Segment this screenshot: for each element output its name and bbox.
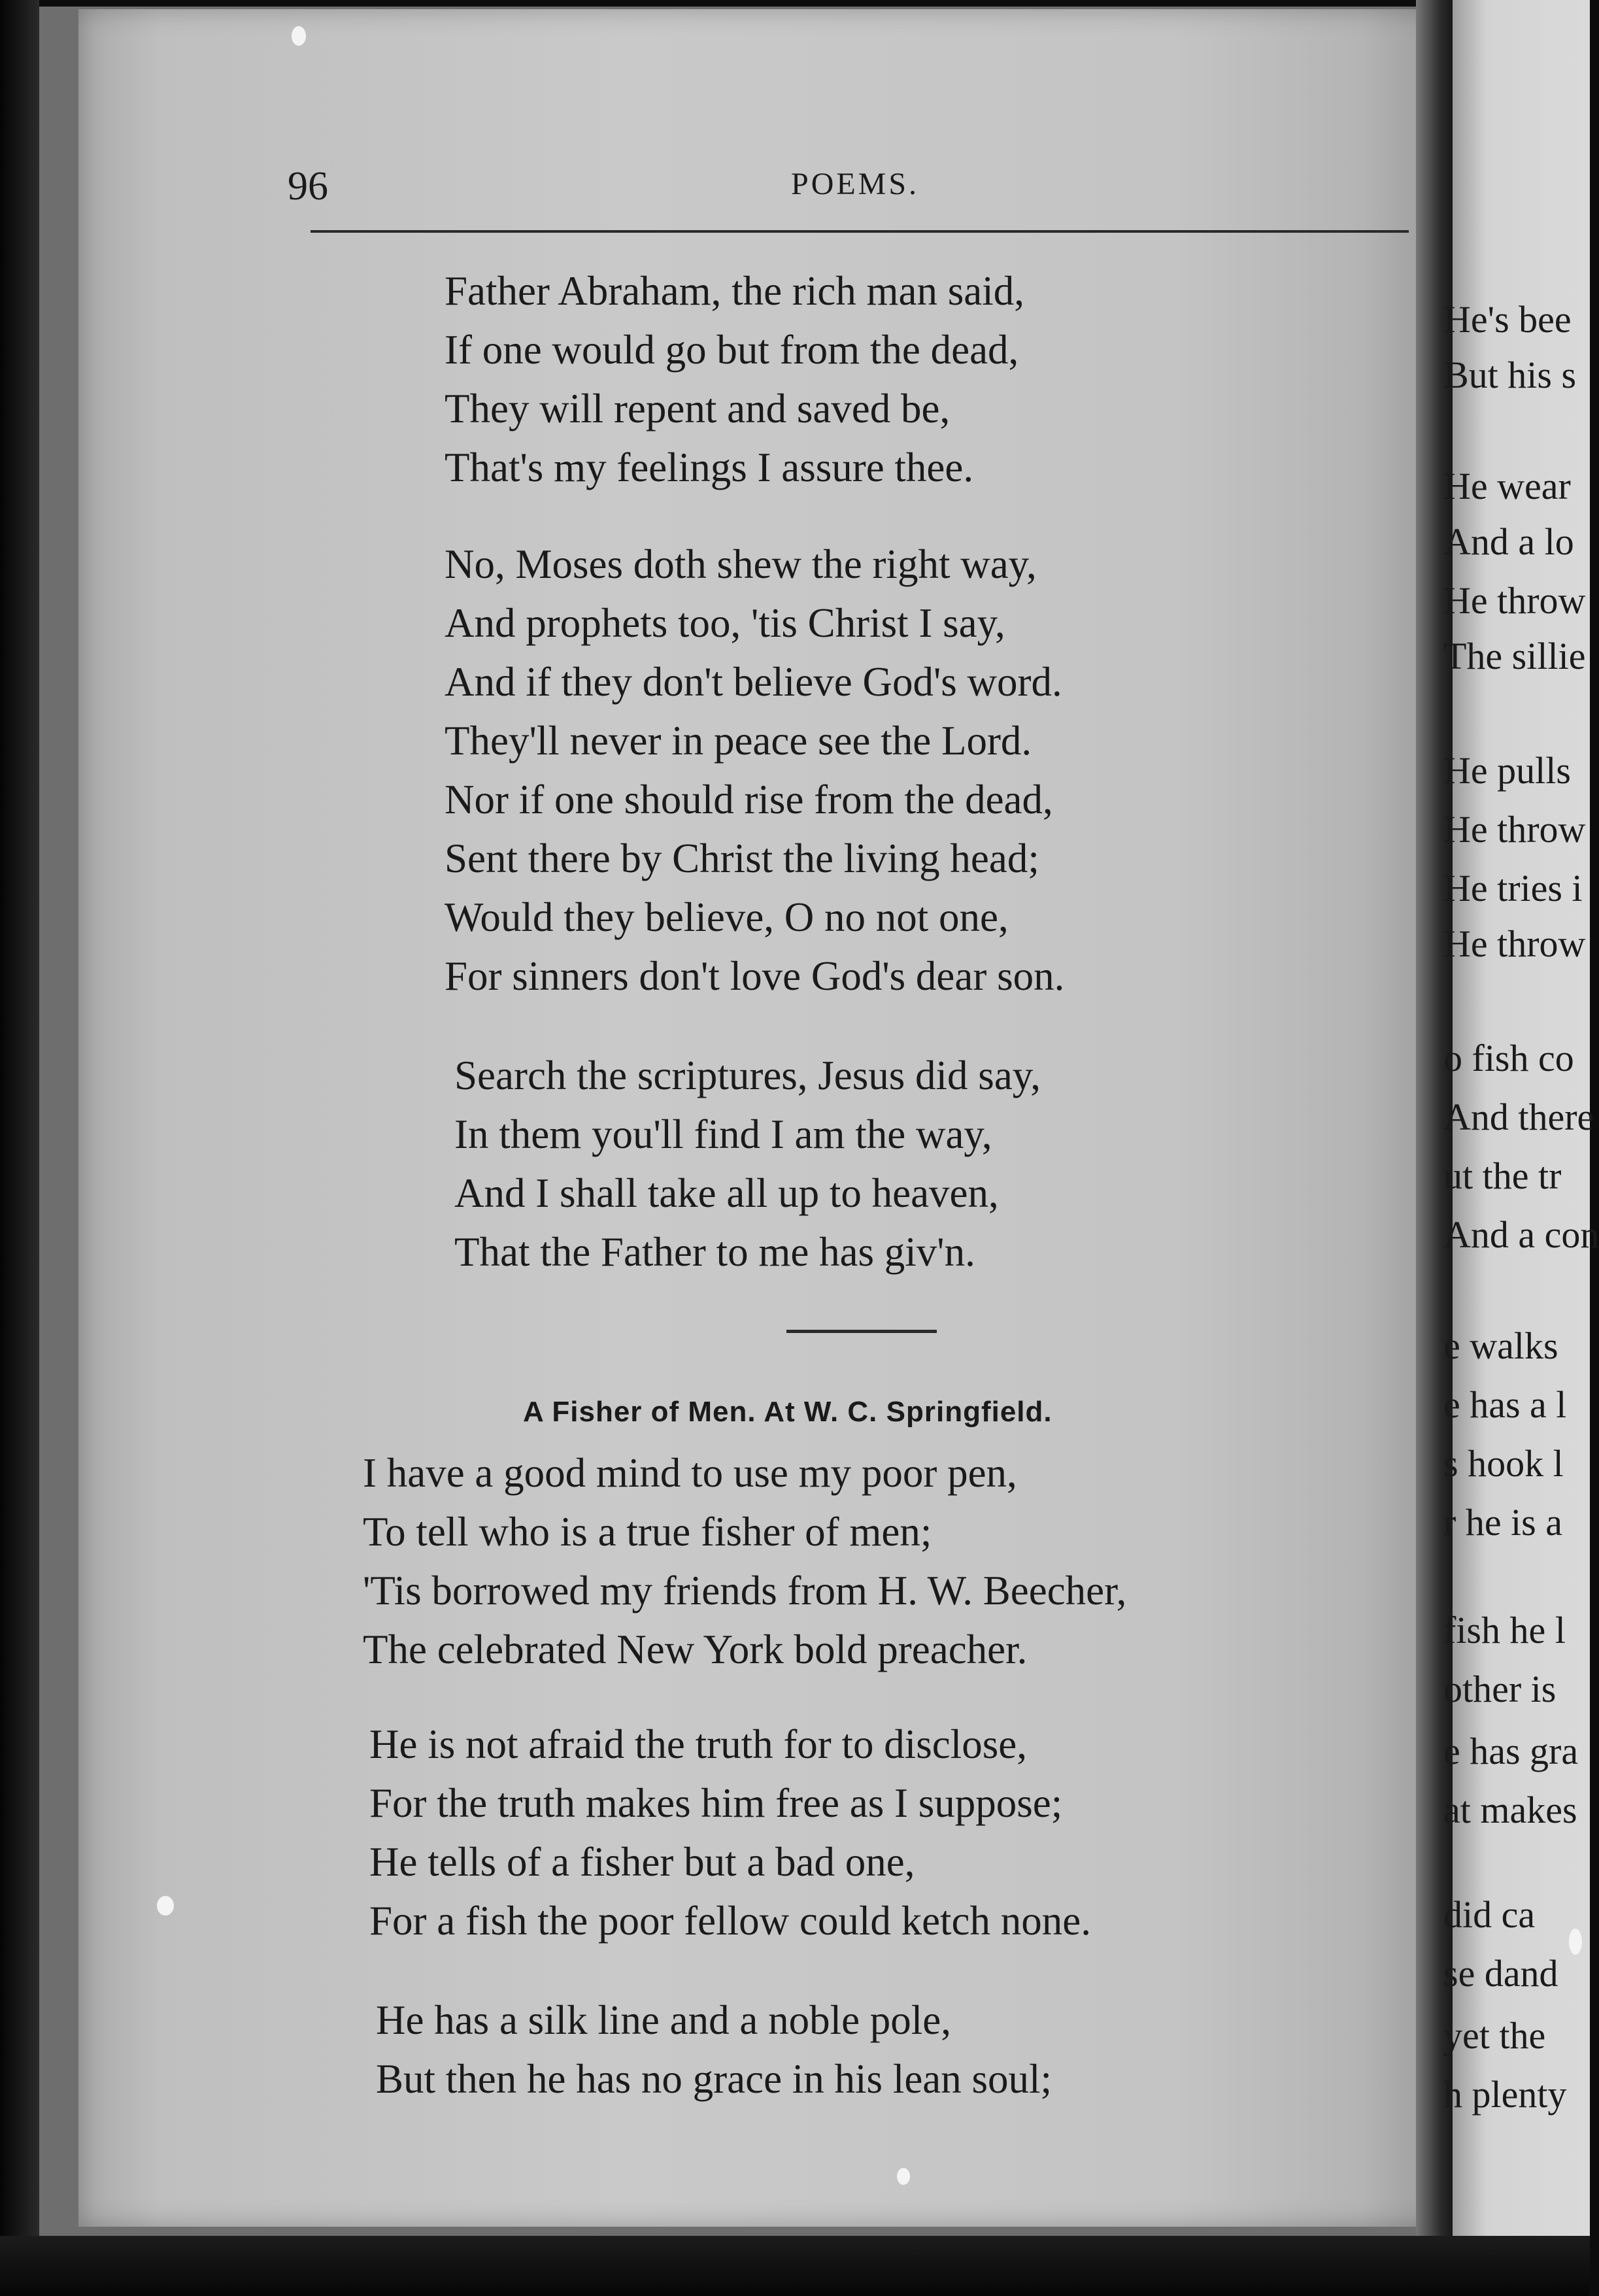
facing-line: e has gra xyxy=(1443,1730,1579,1772)
facing-line: at makes xyxy=(1443,1789,1577,1831)
poem-line: Would they believe, O no not one, xyxy=(445,894,1009,940)
facing-page xyxy=(1443,0,1599,2269)
facing-line: e walks xyxy=(1443,1325,1558,1367)
scan-speck xyxy=(157,1896,174,1916)
header-rule xyxy=(311,230,1409,233)
stanza xyxy=(376,1991,1052,2108)
facing-line: o fish co xyxy=(1443,1037,1574,1079)
facing-line: h plenty xyxy=(1443,2073,1567,2116)
poem-line: That the Father to me has giv'n. xyxy=(454,1229,975,1275)
running-head: POEMS. xyxy=(791,167,920,201)
facing-line: s hook l xyxy=(1443,1442,1564,1485)
poem-line: I have a good mind to use my poor pen, xyxy=(363,1450,1017,1496)
poem-line: And prophets too, 'tis Christ I say, xyxy=(445,600,1005,646)
poem-line: To tell who is a true fisher of men; xyxy=(363,1509,932,1555)
poem-line: Nor if one should rise from the dead, xyxy=(445,777,1053,822)
poem-line: And I shall take all up to heaven, xyxy=(454,1170,999,1216)
poem-line: For a fish the poor fellow could ketch none. xyxy=(369,1898,1091,1944)
facing-line: And a lo xyxy=(1443,520,1574,563)
scan-speck xyxy=(292,26,306,46)
poem-line: He is not afraid the truth for to disclose, xyxy=(369,1721,1028,1767)
section-divider xyxy=(786,1330,937,1333)
facing-line: se dand xyxy=(1443,1952,1558,1995)
stanza xyxy=(445,262,1024,497)
poem-line: Sent there by Christ the living head; xyxy=(445,836,1039,881)
scan-bottom-border xyxy=(0,2236,1590,2296)
poem-line: If one would go but from the dead, xyxy=(445,327,1019,373)
poem-line: That's my feelings I assure thee. xyxy=(445,445,974,490)
facing-line: He tries i xyxy=(1443,867,1583,909)
poem-line: No, Moses doth shew the right way, xyxy=(445,541,1037,587)
poem-line: Search the scriptures, Jesus did say, xyxy=(454,1053,1041,1098)
poem-line: They'll never in peace see the Lord. xyxy=(445,718,1032,764)
facing-line: ut the tr xyxy=(1443,1155,1562,1197)
facing-line: did ca xyxy=(1443,1893,1536,1936)
facing-line: He pulls xyxy=(1443,749,1571,792)
facing-line: fish he l xyxy=(1443,1609,1566,1651)
stanza xyxy=(369,1715,1091,1950)
scan-left-border xyxy=(0,0,39,2296)
facing-line: And a con xyxy=(1443,1213,1599,1256)
poem-line: The celebrated New York bold preacher. xyxy=(363,1627,1028,1672)
facing-line: But his s xyxy=(1443,354,1577,396)
poem-line: 'Tis borrowed my friends from H. W. Beecher, xyxy=(363,1568,1127,1613)
poem-line: He tells of a fisher but a bad one, xyxy=(369,1839,915,1885)
facing-line: And there xyxy=(1443,1096,1594,1138)
poem-line: For the truth makes him free as I suppose; xyxy=(369,1780,1063,1826)
poem-line: Father Abraham, the rich man said, xyxy=(445,268,1024,314)
facing-line: He throw xyxy=(1443,922,1586,965)
scan-speck xyxy=(897,2168,910,2185)
stanza xyxy=(454,1046,1041,1281)
poem-title: A Fisher of Men. At W. C. Springfield. xyxy=(523,1396,1052,1428)
facing-line: r he is a xyxy=(1443,1501,1562,1544)
facing-line: He wear xyxy=(1443,465,1571,507)
facing-line: e has a l xyxy=(1443,1383,1567,1426)
stanza xyxy=(363,1443,1126,1679)
stanza xyxy=(445,535,1064,1005)
poem-line: For sinners don't love God's dear son. xyxy=(445,953,1065,999)
poem-line: They will repent and saved be, xyxy=(445,386,951,431)
poem-line: He has a silk line and a noble pole, xyxy=(376,1997,952,2043)
facing-line: The sillie xyxy=(1443,635,1586,677)
poem-line: But then he has no grace in his lean soul; xyxy=(376,2056,1052,2102)
page-number: 96 xyxy=(288,164,328,209)
facing-line: other is xyxy=(1443,1668,1557,1710)
facing-line: He's bee xyxy=(1443,298,1572,341)
poem-line: In them you'll find I am the way, xyxy=(454,1111,992,1157)
poem-line: And if they don't believe God's word. xyxy=(445,659,1062,705)
facing-line: He throw xyxy=(1443,808,1586,851)
facing-line: He throw xyxy=(1443,579,1586,622)
scan-speck xyxy=(1569,1929,1582,1955)
facing-line: yet the xyxy=(1443,2014,1546,2057)
